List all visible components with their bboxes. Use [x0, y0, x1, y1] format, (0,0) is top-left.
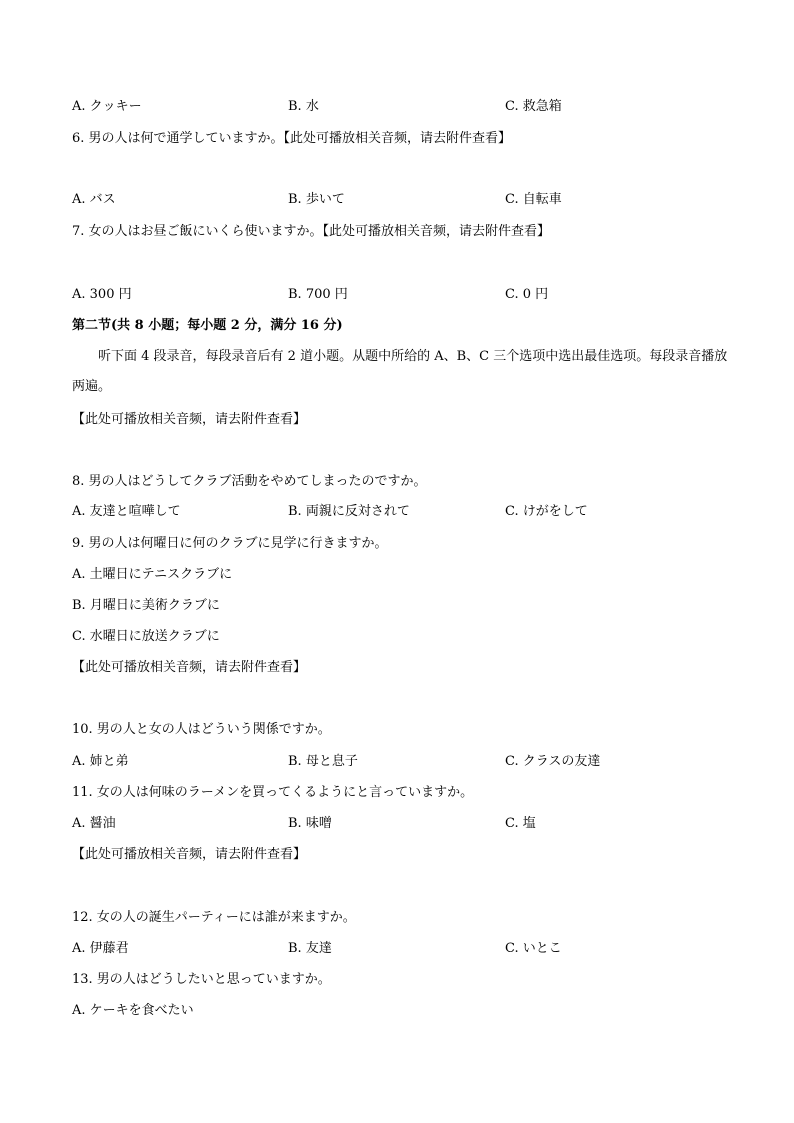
q9-question: 9. 男の人は何曜日に何のクラブに見学に行きますか。 [72, 536, 388, 551]
q6-question [72, 130, 511, 148]
q6-audio-note: 【此处可播放相关音频，请去附件查看】 [283, 131, 512, 146]
q12-option-c: C. いとこ [505, 941, 562, 956]
q10-option-c: C. クラスの友達 [505, 754, 601, 769]
q13-question: 13. 男の人はどうしたいと思っていますか。 [72, 972, 331, 987]
q12-option-a: A. 伊藤君 [72, 941, 129, 956]
q9-option-b: B. 月曜日に美術クラブに [72, 598, 220, 613]
q6-text: 6. 男の人は何で通学していますか。 [72, 131, 284, 146]
q8-option-c: C. けがをして [505, 504, 588, 519]
q11-question: 11. 女の人は何味のラーメンを買ってくるようにと言っていますか。 [72, 785, 474, 800]
audio-note-3: 【此处可播放相关音频，请去附件查看】 [72, 847, 307, 862]
q5-option-c: C. 救急箱 [505, 99, 562, 114]
q11-option-c: C. 塩 [505, 816, 536, 831]
q12-question: 12. 女の人の誕生パーティーには誰が来ますか。 [72, 910, 356, 925]
q10-question: 10. 男の人と女の人はどういう関係ですか。 [72, 722, 331, 737]
q7-option-a: A. 300 円 [72, 287, 132, 302]
q8-option-a: A. 友達と喧嘩して [72, 504, 181, 519]
q12-option-b: B. 友達 [288, 941, 332, 956]
q8-option-b: B. 両親に反対されて [288, 504, 410, 519]
q13-option-a: A. ケーキを食べたい [72, 1003, 194, 1018]
q9-option-c: C. 水曜日に放送クラブに [72, 629, 220, 644]
q7-option-c: C. 0 円 [505, 287, 549, 302]
audio-note-2: 【此处可播放相关音频，请去附件查看】 [72, 660, 307, 675]
q10-option-a: A. 姉と弟 [72, 754, 129, 769]
audio-note-1: 【此处可播放相关音频，请去附件查看】 [72, 412, 307, 427]
q11-option-b: B. 味噌 [288, 816, 332, 831]
q7-audio-note: 【此处可播放相关音频，请去附件查看】 [322, 224, 551, 239]
q6-option-a: A. バス [72, 192, 116, 207]
q7-question [72, 223, 550, 241]
q8-question: 8. 男の人はどうしてクラブ活動をやめてしまったのですか。 [72, 474, 427, 489]
q5-option-a: A. クッキー [72, 99, 142, 114]
q11-option-a: A. 醤油 [72, 816, 116, 831]
q7-text: 7. 女の人はお昼ご飯にいくら使いますか。 [72, 224, 323, 239]
q7-option-b: B. 700 円 [288, 287, 348, 302]
q9-option-a: A. 土曜日にテニスクラブに [72, 567, 233, 582]
section2-instruction: 听下面 4 段录音，每段录音后有 2 道小题。从题中所给的 A、B、C 三个选项中选出最佳选项。每段录音播放两遍。 [72, 349, 728, 394]
q6-option-b: B. 歩いて [288, 192, 345, 207]
q10-option-b: B. 母と息子 [288, 754, 358, 769]
q6-option-c: C. 自転車 [505, 192, 562, 207]
q5-option-b: B. 水 [288, 99, 319, 114]
section2-title: 第二节(共 8 小题；每小题 2 分，满分 16 分) [72, 318, 343, 333]
